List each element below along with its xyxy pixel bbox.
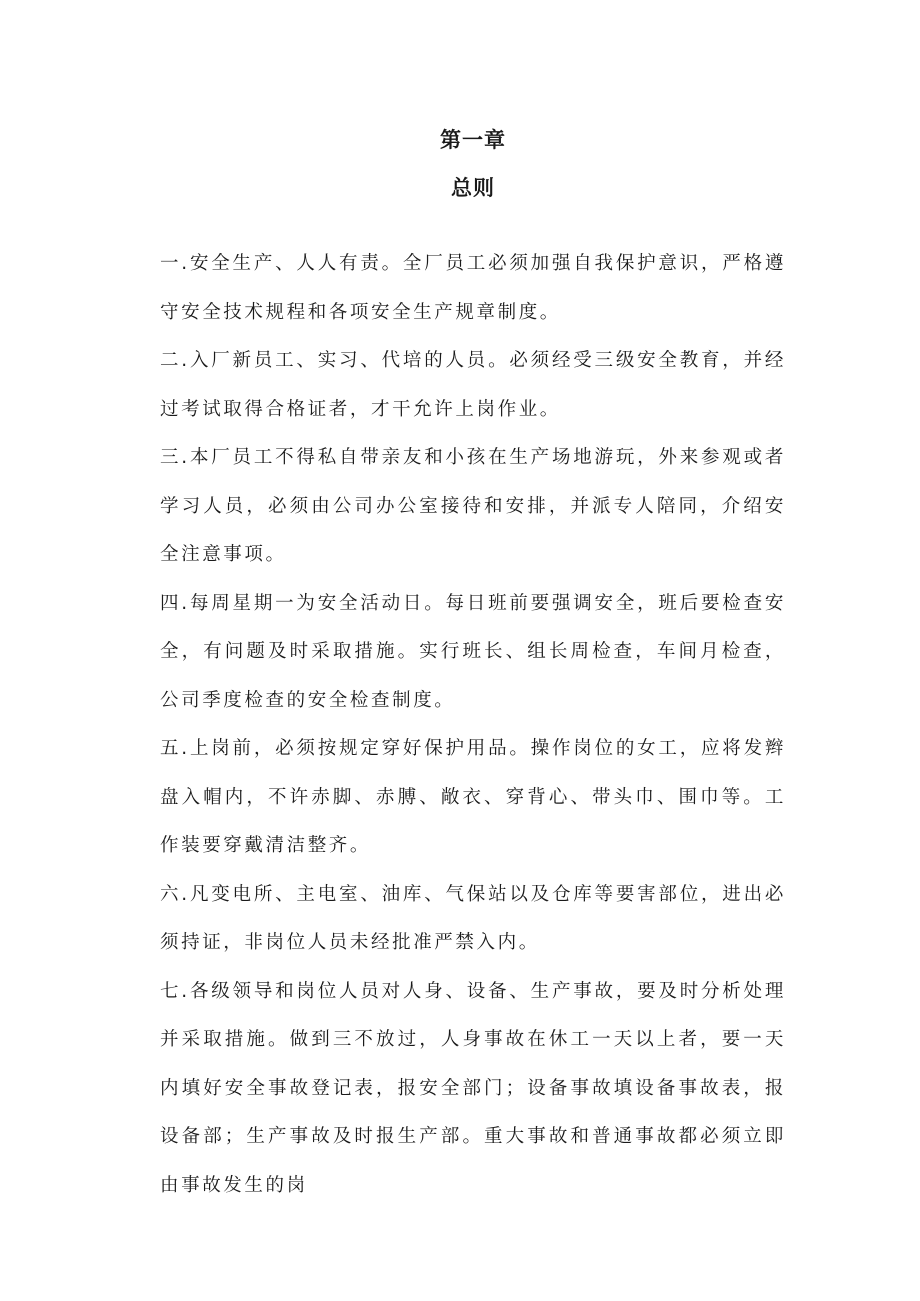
paragraph-5: 五.上岗前，必须按规定穿好保护用品。操作岗位的女工，应将发辫盘入帽内，不许赤脚、赤膊、敞衣、穿背心、带头巾、围巾等。工作装要穿戴清洁整齐。 [160,738,786,856]
section-heading: 总则 [451,176,495,200]
document-body [160,240,786,1210]
paragraph-6: 六.凡变电所、主电室、油库、气保站以及仓库等要害部位，进出必须持证，非岗位人员未经批准严禁入内。 [160,883,786,953]
chapter-title: 第一章 [440,128,506,152]
paragraph-4: 四.每周星期一为安全活动日。每日班前要强调安全，班后要检查安全，有问题及时采取措施。实行班长、组长周检查，车间月检查，公司季度检查的安全检查制度。 [160,592,786,711]
paragraph-3: 三.本厂员工不得私自带亲友和小孩在生产场地游玩，外来参观或者学习人员，必须由公司办公室接待和安排，并派专人陪同，介绍安全注意事项。 [160,447,786,565]
paragraph-1: 一.安全生产、人人有责。全厂员工必须加强自我保护意识，严格遵守安全技术规程和各项安全生产规章制度。 [160,253,786,323]
paragraph-7: 七.各级领导和岗位人员对人身、设备、生产事故，要及时分析处理并采取措施。做到三不放过，人身事故在休工一天以上者，要一天内填好安全事故登记表，报安全部门；设备事故填设备事故表，报设备部；生产事故及时报生产部。重大事故和普通事故都必须立即由事故发生的岗 [160,980,786,1196]
paragraph-2: 二.入厂新员工、实习、代培的人员。必须经受三级安全教育，并经过考试取得合格证者，才干允许上岗作业。 [160,350,786,420]
